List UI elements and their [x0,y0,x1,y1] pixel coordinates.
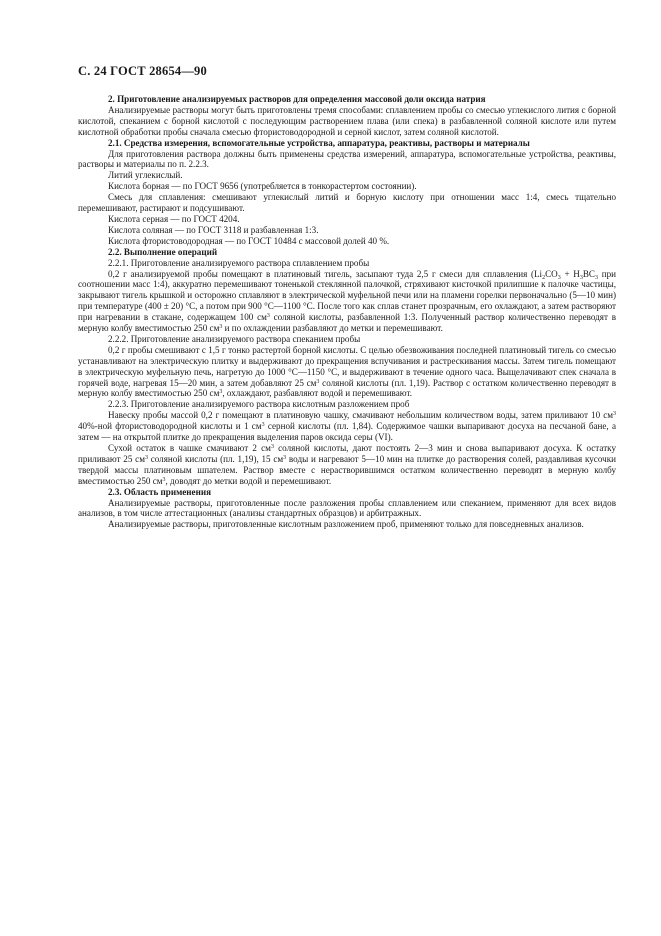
paragraph: Кислота фтористоводородная — по ГОСТ 10484 с массовой долей 40 %. [108,235,390,246]
paragraph: Кислота борная — по ГОСТ 9656 (употребляется в тонкорастертом состоянии). [108,181,417,192]
section-heading: 2. Приготовление анализируемых растворов для определения массовой доли оксида натрия [108,94,486,104]
section-heading: 2.2. Выполнение операций [108,246,218,257]
paragraph: Смесь для сплавления: смешивают углекислый литий и борную кислоту при отношении масс 1:4, смесь тщательно перемешивают, растирают и подсушивают. [78,192,616,214]
paragraph: 2.2.3. Приготовление анализируемого раствора кислотным разложением проб [108,399,410,410]
paragraph: 0,2 г пробы смешивают с 1,5 г тонко растертой борной кислоты. С целью обезвоживания последней платиновый тигель со смесью устанавливают на электрическую плитку и выдерживают до прекращения вспучивания и растрескивания массы. Затем тигель помещают в электрическую муфельную печь, нагретую до 1000 °С—1150 °С, и выдерживают в течение одного часа. Выщелачивают спек сначала в горячей воде, нагревая 15—20 мин, а затем добавляют 25 $см^3$ соляной кислоты (пл. 1,19). Раствор с остатком количественно переводят в мерную колбу вместимостью 250 $см^3$, охлаждают, разбавляют водой и перемешивают. [78,344,616,399]
paragraph: 2.2.1. Приготовление анализируемого раствора сплавлением пробы [108,257,370,268]
paragraph: 0,2 г анализируемой пробы помещают в платиновый тигель, засыпают туда 2,5 г смеси для сплавления ($Li_2CO_3 + H_3BC_3$ при соотношении масс 1:4), аккуратно перемешивают тоненькой стеклянной палочкой, стряхивают кисточкой прилипшие к палочке частицы, закрывают тигель крышкой и осторожно сплавляют в электрической муфельной печи или на пламени горелки первоначально (5—10 мин) при температуре (400 ± 20) °С, а потом при 900 °С—1100 °С. После того как сплав станет прозрачным, его охлаждают, а затем растворяют при нагревании в стакане, содержащем 100 $см^3$ соляной кислоты, разбавленной 1:3. Полученный раствор количественно переводят в мерную колбу вместимостью 250 $см^3$ и по охлаждении разбавляют до метки и перемешивают. [78,268,616,334]
section-heading: 2.3. Область применения [108,486,211,497]
paragraph: Анализируемые растворы, приготовленные после разложения пробы сплавлением или спеканием, применяют для всех видов анализов, в том числе аттестационных (анализы стандартных образцов) и арбитражных. [78,497,616,519]
paragraph: Навеску пробы массой 0,2 г помещают в платиновую чашку, смачивают небольшим количеством воды, затем приливают 10 $см^3$ 40%-ной фтористоводородной кислоты и 1 $см^3$ серной кислоты (пл. 1,84). Содержимое чашки выпаривают досуха на песчаной бане, а затем — на открытой плитке до прекращения выделения паров оксида серы (VI). [78,410,616,443]
paragraph: Кислота соляная — по ГОСТ 3118 и разбавленная 1:3. [108,224,319,235]
paragraph: Литий углекислый. [108,170,183,181]
paragraph: Сухой остаток в чашке смачивают 2 $см^3$ соляной кислоты, дают постоять 2—3 мин и снова выпаривают досуха. К остатку приливают 25 $см^3$ соляной кислоты (пл. 1,19), 15 $см^3$ воды и нагревают 5—10 мин на плитке до растворения солей, раздавливая кусочки твердой массы платиновым шпателем. Раствор вместе с нерастворившимся остатком количественно переводят в мерную колбу вместимостью 250 $см^3$, доводят до метки водой и перемешивают. [78,443,617,486]
page-header: С. 24 ГОСТ 28654—90 [78,64,207,78]
paragraph: Анализируемые растворы могут быть приготовлены тремя способами: сплавлением пробы со смесью углекислого лития с борной кислотой, спеканием с борной кислотой с последующим растворением плава (или спека) в разбавленной соляной кислоте или путем кислотной обработки пробы сначала смесью фтористоводородной и серной кислот, затем соляной кислотой. [78,104,616,137]
section-heading: 2.1. Средства измерения, вспомогательные устройства, аппаратура, реактивы, растворы и материалы [108,137,530,148]
document-body [78,94,616,530]
paragraph: 2.2.2. Приготовление анализируемого раствора спеканием пробы [108,333,361,344]
paragraph: Анализируемые растворы, приготовленные кислотным разложением проб, применяют только для повседневных анализов. [108,519,584,530]
paragraph: Для приготовления раствора должны быть применены средства измерений, аппаратура, вспомогательные устройства, реактивы, растворы и материалы по п. 2.2.3. [78,148,616,170]
paragraph: Кислота серная — по ГОСТ 4204. [108,213,240,224]
